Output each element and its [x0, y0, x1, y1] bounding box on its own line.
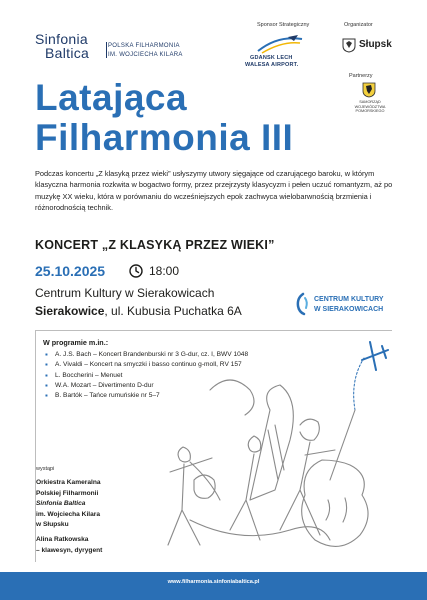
program-heading: W programie m.in.:: [43, 338, 109, 347]
concert-title: KONCERT „Z KLASYKĄ PRZEZ WIEKI”: [35, 238, 275, 252]
orchestra-name: [36, 478, 176, 531]
concert-date: 25.10.2025: [35, 263, 106, 279]
title-line2: Filharmonia III: [35, 117, 294, 158]
orchestra-line5: w Słupsku: [36, 521, 69, 528]
program-item: ▪ A. Vivaldi – Koncert na smyczki i basso continuo g-moll, RV 157: [45, 360, 255, 370]
pomorskie-griffin-icon: [362, 82, 376, 98]
orchestra-line1: Orkiestra Kameralna: [36, 479, 101, 486]
logo-org-line2: IM. WOJCIECHA KILARA: [108, 51, 183, 58]
logo-wordmark: [35, 32, 105, 60]
venue-address: [35, 304, 242, 318]
logo-wordmark-line2: Baltica: [45, 45, 90, 61]
centrum-kultury-logo: [295, 292, 405, 320]
airport-swoosh-icon: [240, 33, 320, 57]
page-title: [35, 78, 293, 158]
slupsk-crest-icon: [342, 38, 356, 53]
concert-time: 18:00: [149, 264, 180, 278]
concert-description: Podczas koncertu „Z klasyką przez wieki” usłyszymy utwory sięgające od czarującego baroku, w którym klasyczna harmonia rozkwita w bogactwo formy, przez przejrzysty klasycyzm i pełen uczuć romantyzm, aż po muzykę XX wieku, która w porównaniu do wcześniejszych epok zachwyca wielobarwnością brzmienia i różnorodnością technik.: [35, 169, 393, 212]
venue-name: Centrum Kultury w Sierakowicach: [35, 286, 215, 300]
soloist-line1: Alina Ratkowska: [36, 536, 89, 543]
orchestra-line2: Polskiej Filharmonii: [36, 489, 99, 497]
program-item: ▪ A. J.S. Bach – Koncert Brandenburski nr 3 G-dur, cz. I, BWV 1048: [45, 350, 255, 360]
venue-logo-line1: CENTRUM KULTURY: [314, 296, 384, 303]
program-item: ▪ W.A. Mozart – Divertimento D-dur: [45, 381, 255, 391]
gdansk-airport-logo: [240, 33, 320, 71]
program-item: ▪ B. Bartók – Tańce rumuńskie nr 5–7: [45, 391, 255, 401]
logo-org-line1: POLSKA FILHARMONIA: [108, 43, 180, 49]
partner-name: SAMORZĄD WOJEWÓDZTWA POMORSKIEGO: [354, 100, 386, 113]
logo-org-name: [108, 42, 183, 59]
slupsk-logo: [342, 38, 402, 54]
title-line1: Latająca: [35, 77, 188, 118]
footer-website-link[interactable]: www.filharmonia.sinfoniabaltica.pl: [167, 579, 260, 585]
sponsor-name-line1: GDANSK LECH: [250, 55, 293, 61]
orchestra-line3: [36, 499, 176, 510]
centrum-kultury-icon: [295, 292, 311, 316]
orchestra-line4: im. Wojciecha Kilara: [36, 510, 101, 518]
logo-wordmark-line1: Sinfonia: [35, 31, 88, 47]
venue-street: , ul. Kubusia Puchatka 6A: [104, 304, 242, 318]
pomorskie-logo: [344, 82, 394, 113]
venue-logo-text: [314, 295, 384, 314]
soloist-line2: – klawesyn, dyrygent: [36, 546, 103, 554]
partners-caption: Partnerzy: [349, 73, 373, 79]
clock-icon: [129, 264, 143, 278]
logo-divider: [106, 42, 107, 58]
organizer-caption: Organizator: [344, 22, 373, 28]
sinfonia-baltica-logo: [35, 32, 205, 70]
venue-city: Sierakowice: [35, 304, 105, 318]
orchestra-ensemble-name: Sinfonia Baltica: [36, 500, 86, 507]
organizer-name: Słupsk: [359, 39, 392, 50]
sponsor-name-line2: WALESA AIRPORT.: [245, 62, 299, 68]
performers-caption: wystąpi: [36, 466, 55, 472]
footer-bar: [0, 572, 427, 600]
sponsor-caption: Sponsor Strategiczny: [257, 22, 310, 28]
program-item: ▪ L. Boccherini – Menuet: [45, 371, 255, 381]
venue-logo-line2: W SIERAKOWICACH: [314, 305, 384, 313]
soloist-name: [36, 535, 176, 556]
program-list: [45, 350, 255, 401]
